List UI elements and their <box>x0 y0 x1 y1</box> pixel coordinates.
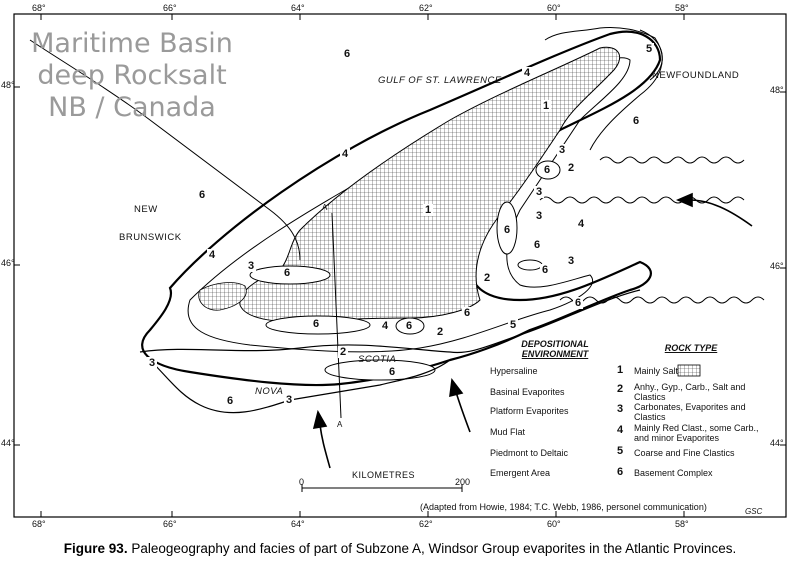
latitude-label: 44° <box>770 438 784 448</box>
place-nova: NOVA <box>255 386 284 397</box>
zone-label: 6 <box>575 297 582 309</box>
figure-caption <box>0 541 800 556</box>
legend-env-title <box>505 339 605 359</box>
latitude-label: 46° <box>770 261 784 271</box>
legend-rock-type: Basement Complex <box>634 468 713 478</box>
section-label-a: A <box>337 420 343 429</box>
longitude-label: 68° <box>32 3 46 13</box>
zone-label: 5 <box>646 43 653 55</box>
legend-rock-number: 4 <box>617 424 624 436</box>
longitude-label: 68° <box>32 519 46 529</box>
zone-label: 3 <box>536 210 543 222</box>
section-label-a-prime: A' <box>322 203 330 212</box>
longitude-label: 58° <box>675 3 689 13</box>
latitude-label: 46° <box>1 258 15 268</box>
legend-rock-number: 2 <box>617 383 624 395</box>
legend-env-item: Mud Flat <box>490 427 526 437</box>
zone-label: 4 <box>524 67 531 79</box>
zone-label: 4 <box>382 320 389 332</box>
zone-label: 3 <box>248 260 255 272</box>
zone-label: 3 <box>536 186 543 198</box>
place-newfoundland: NEWFOUNDLAND <box>652 70 740 81</box>
longitude-label: 62° <box>419 519 433 529</box>
coastline-newfoundland <box>540 157 764 303</box>
place-brunswick: BRUNSWICK <box>119 232 182 243</box>
place-scotia: SCOTIA <box>358 354 397 365</box>
zone-label: 6 <box>534 239 541 251</box>
watermark-line: NB / Canada <box>48 92 216 123</box>
place-gulf: GULF OF ST. LAWRENCE <box>378 75 502 86</box>
zone-label: 2 <box>437 326 444 338</box>
zone-label: 6 <box>344 48 351 60</box>
scale-title: KILOMETRES <box>352 470 416 480</box>
zone-label: 1 <box>425 204 432 216</box>
zone-label: 4 <box>209 249 216 261</box>
longitude-label: 60° <box>547 3 561 13</box>
zone-label: 6 <box>504 224 511 236</box>
place-new: NEW <box>134 204 158 215</box>
figure-number: Figure 93. <box>63 541 128 556</box>
legend-rock-number: 5 <box>617 445 624 457</box>
watermark-line: deep Rocksalt <box>37 60 227 91</box>
zone-label: 2 <box>484 272 491 284</box>
salt-swatch <box>678 365 700 376</box>
zone-label: 6 <box>406 320 413 332</box>
zone-label: 6 <box>284 267 291 279</box>
watermark <box>22 28 242 124</box>
legend-env-item: Piedmont to Deltaic <box>490 448 569 458</box>
latitude-label: 48° <box>770 85 784 95</box>
zone-label: 2 <box>568 162 575 174</box>
zone-label: 3 <box>286 394 293 406</box>
zone-label: 6 <box>633 115 640 127</box>
zone-label: 1 <box>543 100 550 112</box>
legend-env-item: Basinal Evaporites <box>490 387 565 397</box>
salt-area-west <box>199 283 247 311</box>
legend-rock-number: 6 <box>617 466 624 478</box>
legend-rock-number: 1 <box>617 364 624 376</box>
agency-mark: GSC <box>745 507 763 516</box>
longitude-label: 66° <box>163 519 177 529</box>
legend-rock-title <box>656 343 726 353</box>
legend-env-title-line: DEPOSITIONAL <box>521 339 589 349</box>
legend-rock-type: Coarse and Fine Clastics <box>634 448 735 458</box>
legend-env-item: Emergent Area <box>490 468 551 478</box>
latitude-label: 48° <box>1 80 15 90</box>
latitude-label: 44° <box>1 438 15 448</box>
legend-rock-number: 3 <box>617 403 624 415</box>
legend-env-item: Platform Evaporites <box>490 406 569 416</box>
zone-label: 6 <box>227 395 234 407</box>
legend-rock-type: Carbonates, Evaporites and Clastics <box>634 402 746 422</box>
scale-end: 200 <box>455 477 471 487</box>
legend-rock-type: Mainly Salt <box>634 366 679 376</box>
zone-label: 5 <box>510 319 517 331</box>
zone-label: 6 <box>313 318 320 330</box>
longitude-label: 64° <box>291 519 305 529</box>
basement-high <box>518 260 542 270</box>
legend-env-item: Hypersaline <box>490 366 538 376</box>
scale-start: 0 <box>299 477 305 487</box>
legend-rock-title-text: ROCK TYPE <box>664 343 718 353</box>
zone-label: 3 <box>559 144 566 156</box>
source-note: (Adapted from Howie, 1984; T.C. Webb, 1986, personel communication) <box>420 502 707 512</box>
zone-label: 6 <box>389 366 396 378</box>
zone-label: 4 <box>342 148 349 160</box>
zone-label: 6 <box>542 264 549 276</box>
longitude-label: 66° <box>163 3 177 13</box>
watermark-line: Maritime Basin <box>31 28 233 59</box>
zone-label: 2 <box>340 346 347 358</box>
zone-label: 6 <box>464 307 471 319</box>
longitude-label: 58° <box>675 519 689 529</box>
zone-label: 3 <box>568 255 575 267</box>
longitude-label: 60° <box>547 519 561 529</box>
zone-label: 6 <box>199 189 206 201</box>
longitude-label: 62° <box>419 3 433 13</box>
legend-rock-type: Anhy., Gyp., Carb., Salt and Clastics <box>634 382 746 402</box>
longitude-label: 64° <box>291 3 305 13</box>
figure-caption-text: Paleogeography and facies of part of Subzone A, Windsor Group evaporites in the Atlantic Provinces. <box>131 541 737 556</box>
zone-label: 4 <box>578 218 585 230</box>
zone-label: 3 <box>149 357 156 369</box>
legend-env-title-line: ENVIRONMENT <box>521 349 589 359</box>
scale-bar <box>302 484 462 492</box>
zone-label: 6 <box>544 164 551 176</box>
legend-rock-type: Mainly Red Clast., some Carb., and minor Evaporites <box>634 423 759 443</box>
